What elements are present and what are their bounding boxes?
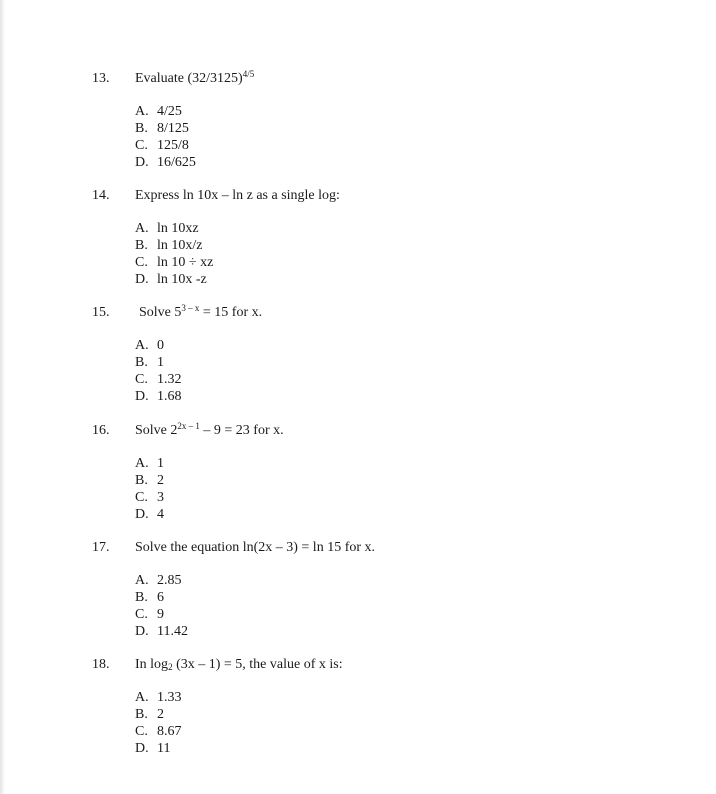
exponent: 3 – x [181,303,200,313]
answer-options [135,690,182,758]
option-d: D. 1.68 [135,389,182,404]
option-b: B. 6 [135,590,164,605]
answer-options [135,456,164,524]
exponent: 4/5 [242,69,255,79]
question-text: Solve $2^{2x - 1} - 9 = 23$ for x. [135,421,284,438]
answer-options [135,338,182,406]
option-d: D. 16/625 [135,155,196,170]
option-d: D. 4 [135,507,164,522]
question-text: Solve the equation ln(2x – 3) = ln 15 for x. [135,540,376,555]
question-number: 16. [92,423,110,438]
option-a: A. 4/25 [135,104,182,119]
option-d: D. ln 10x -z [135,272,207,287]
option-a: A. 0 [135,338,164,353]
option-b: B. 2 [135,473,164,488]
option-b: B. 1 [135,355,164,370]
log-base: 2 [168,662,173,672]
option-a: A. 1.33 [135,690,182,705]
page-left-edge [0,0,5,794]
option-b: B. ln 10x/z [135,238,203,253]
question-number: 14. [92,188,110,203]
option-b: B. 8/125 [135,121,189,136]
option-b: B. 2 [135,707,164,722]
option-c: C. 1.32 [135,372,182,387]
question-text: Solve $5^{3 - x} = 15$ for x. [139,303,263,320]
question-text: In $\log_2 (3x - 1) = 5$, the value of x is: [135,657,343,672]
option-a: A. 1 [135,456,164,471]
question-number: 15. [92,305,110,320]
question-text: Evaluate $(32/3125)^{4/5}$ [135,69,255,86]
answer-options [135,221,213,289]
option-d: D. 11 [135,741,171,756]
question-number: 13. [92,71,110,86]
question-number: 17. [92,540,110,555]
option-a: A. ln 10xz [135,221,199,236]
option-c: C. 125/8 [135,138,189,153]
option-c: C. ln 10 ÷ xz [135,255,214,270]
answer-options [135,573,188,641]
option-d: D. 11.42 [135,624,188,639]
question-text: Express ln 10x – ln z as a single log: [135,188,340,203]
option-a: A. 2.85 [135,573,182,588]
question-number: 18. [92,657,110,672]
answer-options [135,104,196,172]
option-c: C. 9 [135,607,164,622]
option-c: C. 3 [135,490,164,505]
option-c: C. 8.67 [135,724,182,739]
exponent: 2x – 1 [177,421,200,431]
